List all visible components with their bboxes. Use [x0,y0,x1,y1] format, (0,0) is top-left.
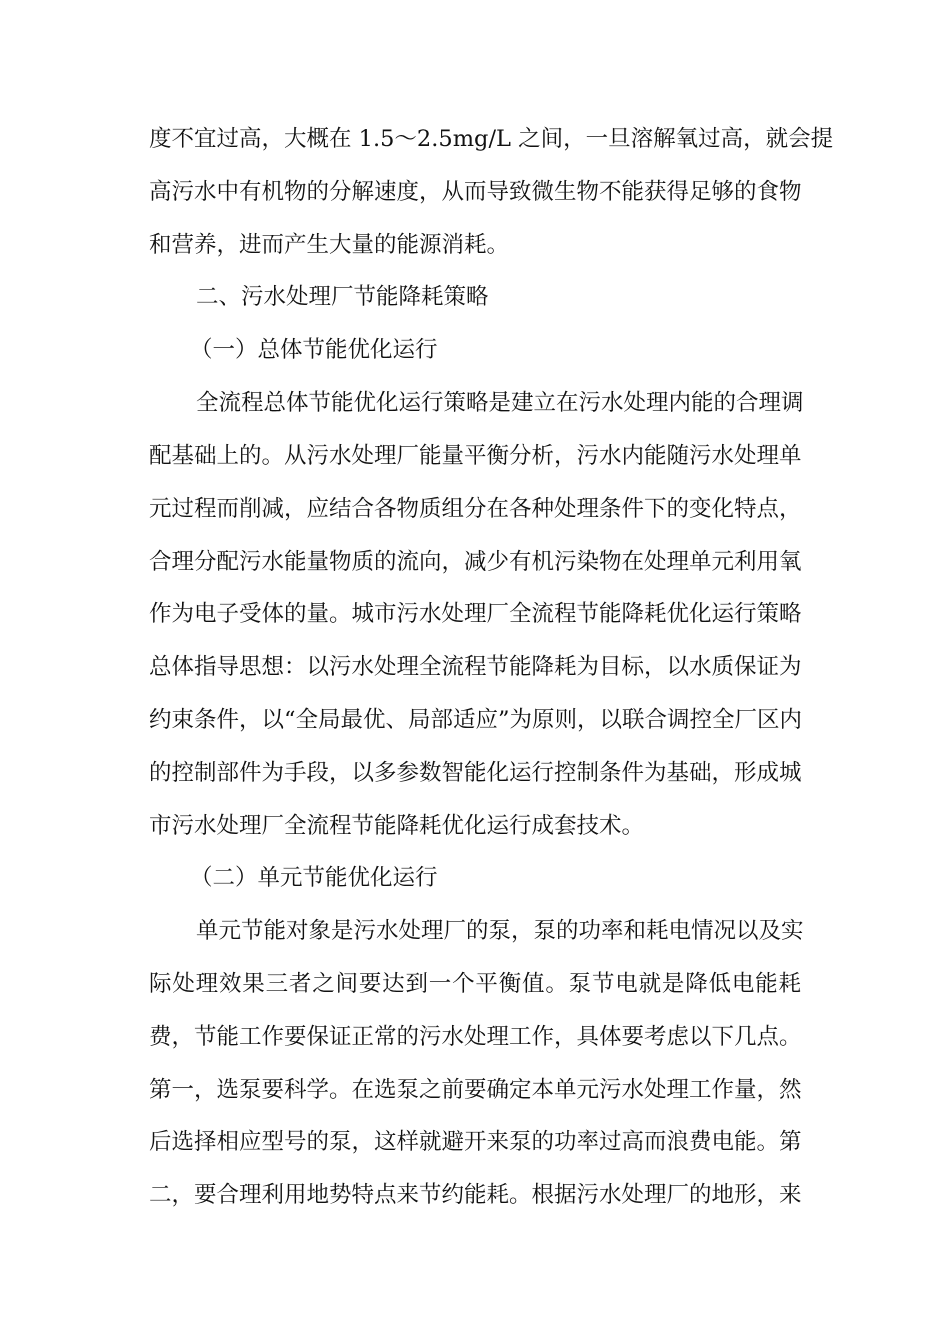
paragraph-line: 二，要合理利用地势特点来节约能耗。根据污水处理厂的地形，来 [149,1182,802,1208]
paragraph-line: 的控制部件为手段，以多参数智能化运行控制条件为基础，形成城 [149,760,802,786]
paragraph-line: 度不宜过高，大概在 1.5～2.5mg/L 之间，一旦溶解氧过高，就会提 [149,126,834,152]
paragraph-line: 总体指导思想：以污水处理全流程节能降耗为目标，以水质保证为 [149,654,802,680]
subsection-heading: （二）单元节能优化运行 [190,865,438,891]
paragraph-line: 合理分配污水能量物质的流向，减少有机污染物在处理单元利用氧 [149,549,802,575]
section-heading: 二、污水处理厂节能降耗策略 [196,284,489,310]
paragraph-line: 后选择相应型号的泵，这样就避开来泵的功率过高而浪费电能。第 [149,1129,802,1155]
paragraph-line: 全流程总体节能优化运行策略是建立在污水处理内能的合理调 [196,390,804,416]
paragraph-line: 第一，选泵要科学。在选泵之前要确定本单元污水处理工作量，然 [149,1077,802,1103]
paragraph-line: 元过程而削减，应结合各物质组分在各种处理条件下的变化特点， [149,496,802,522]
paragraph-line: 作为电子受体的量。城市污水处理厂全流程节能降耗优化运行策略 [149,601,802,627]
paragraph-line: 际处理效果三者之间要达到一个平衡值。泵节电就是降低电能耗 [149,971,801,997]
paragraph-line: 配基础上的。从污水处理厂能量平衡分析，污水内能随污水处理单 [149,443,802,469]
paragraph-line: 高污水中有机物的分解速度，从而导致微生物不能获得足够的食物 [149,179,802,205]
paragraph-line: 费，节能工作要保证正常的污水处理工作，具体要考虑以下几点。 [149,1024,802,1050]
paragraph-line: 市污水处理厂全流程节能降耗优化运行成套技术。 [149,813,645,839]
paragraph-line: 和营养，进而产生大量的能源消耗。 [149,232,510,258]
paragraph-line: 约束条件，以“全局最优、局部适应”为原则，以联合调控全厂区内 [149,707,803,733]
subsection-heading: （一）总体节能优化运行 [190,337,438,363]
paragraph-line: 单元节能对象是污水处理厂的泵，泵的功率和耗电情况以及实 [196,918,804,944]
